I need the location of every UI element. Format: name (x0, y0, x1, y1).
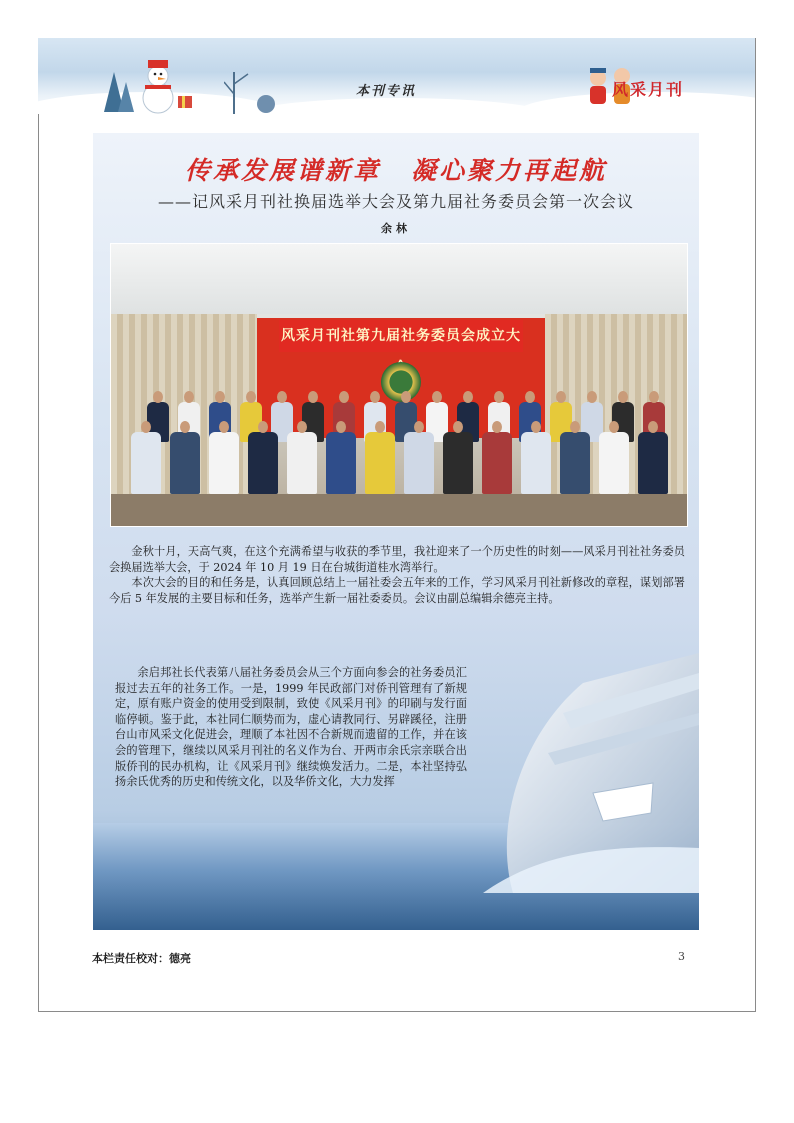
footer-proofreader: 本栏责任校对：德亮 (92, 952, 191, 965)
person-figure (638, 432, 668, 494)
person-figure (131, 432, 161, 494)
article-panel (93, 133, 699, 930)
tree-decoration-icon (224, 64, 284, 114)
person-figure (365, 432, 395, 494)
person-figure (326, 432, 356, 494)
article-body-narrow (115, 665, 467, 790)
article-title-part1: 传承发展谱新章 (184, 156, 381, 185)
person-figure (404, 432, 434, 494)
person-figure (599, 432, 629, 494)
person-figure (521, 432, 551, 494)
person-figure (248, 432, 278, 494)
person-figure (482, 432, 512, 494)
paragraph: 本次大会的目的和任务是，认真回顾总结上一届社委会五年来的工作，学习风采月刊社新修改的章程，谋划部署今后 5 年发展的主要目标和任务，选举产生新一届社委委员。会议由副总编辑余德亮主持。 (109, 576, 685, 605)
person-figure (560, 432, 590, 494)
paragraph: 金秋十月，天高气爽，在这个充满希望与收获的季节里，我社迎来了一个历史性的时刻——风采月刊社社务委员会换届选举大会，于 2024 年 10 月 19 日在台城街道桂水湾举行。 (109, 545, 685, 574)
group-photo (110, 243, 688, 527)
paragraph: 余启邦社长代表第八届社务委员会从三个方面向参会的社务委员汇报过去五年的社务工作。一是，1999 年民政部门对侨刊管理有了新规定，原有账户资金的使用受到限制，致使《风采月刊》的印刷与发行面临停顿。鉴于此，本社同仁顺势而为，虚心请教同行、另辟蹊径，注册台山市风采文化促进会，理顺了本社因不合新规而遗留的工作，并在该会的管理下，继续以风采月刊社的名义作为台、开两市余氏宗亲联合出版侨刊的民办机构，让《风采月刊》继续焕发活力。二是，本社坚持弘扬余氏优秀的历史和传统文化，以及华侨文化，大力发挥 (115, 666, 467, 789)
person-figure (443, 432, 473, 494)
article-subtitle: ——记风采月刊社换届选举大会及第九届社务委员会第一次会议 (157, 192, 634, 211)
snowman-illustration (96, 52, 206, 114)
page-number: 3 (678, 950, 685, 963)
article-title (93, 151, 699, 187)
photo-banner: 风采月刊社第九届社务委员会成立大 (279, 320, 523, 352)
header-banner (38, 38, 755, 114)
article-body (109, 544, 685, 606)
person-figure (287, 432, 317, 494)
person-figure (170, 432, 200, 494)
cruise-ship-illustration (453, 643, 699, 893)
magazine-name: 风采月刊 (612, 80, 685, 99)
section-title: 本刊专讯 (356, 84, 417, 99)
article-title-part2: 凝心聚力再起航 (411, 156, 608, 185)
article-author: 余林 (381, 222, 411, 235)
person-figure (209, 432, 239, 494)
